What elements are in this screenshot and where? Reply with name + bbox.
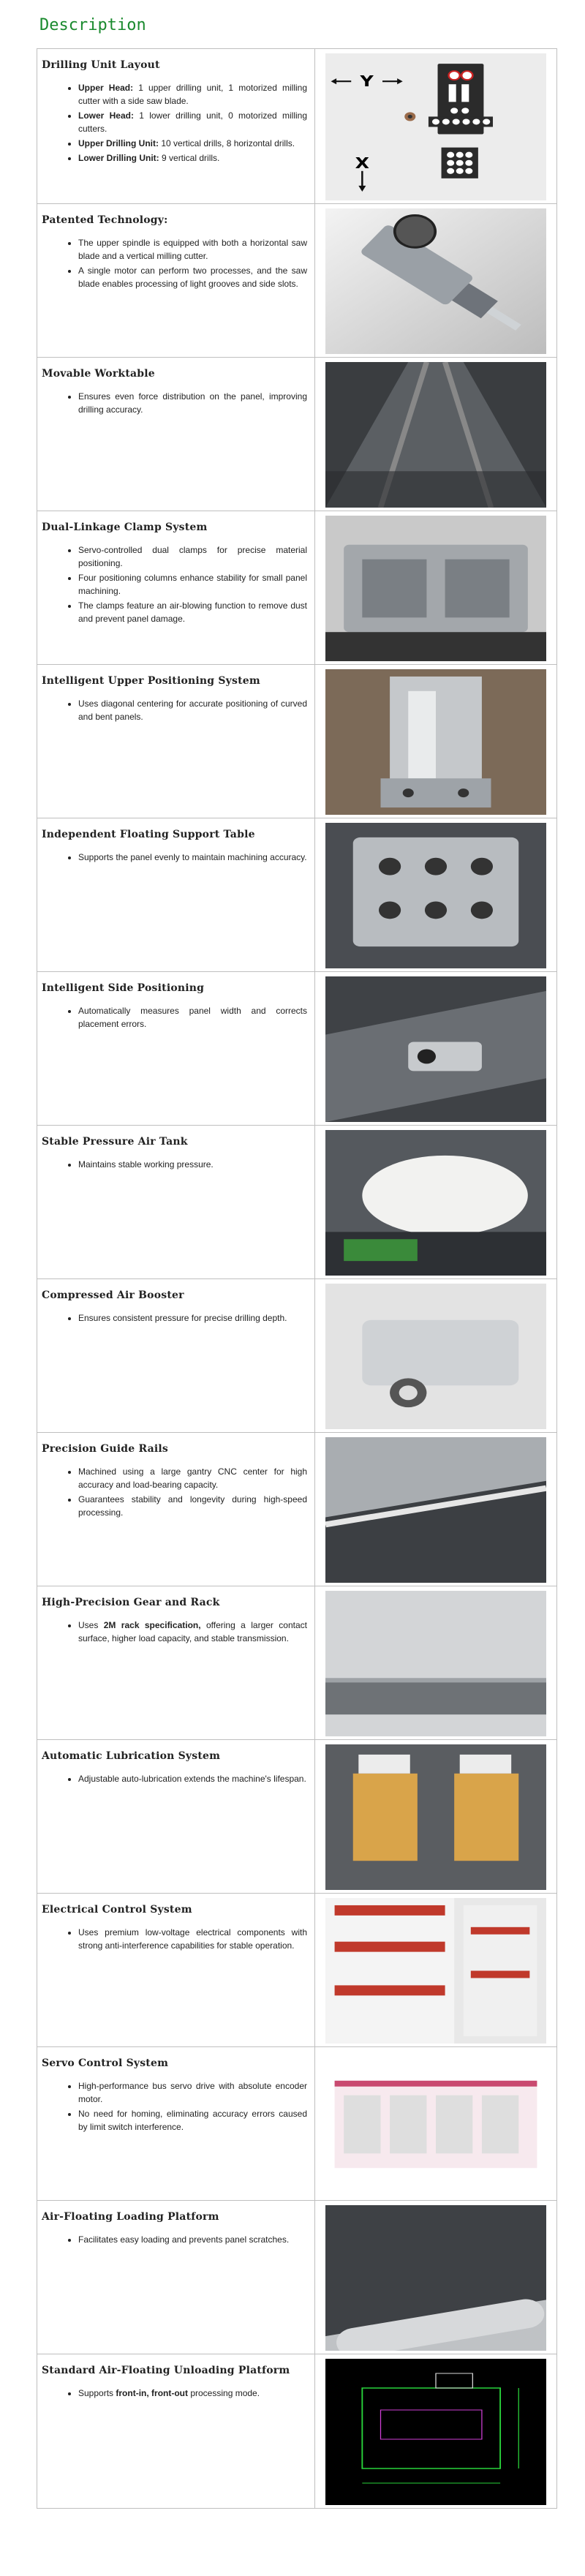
spec-bullet-text: A single motor can perform two processes, and the saw blade enables processing of light grooves and side slots. — [78, 265, 307, 289]
spec-bullet-list — [42, 1465, 307, 1519]
spec-bullet — [78, 851, 307, 864]
spec-bullet-list — [42, 236, 307, 290]
spec-bullet-text: Uses diagonal centering for accurate positioning of curved and bent panels. — [78, 698, 307, 722]
spec-row-title: Standard Air-Floating Unloading Platform — [42, 2365, 290, 2376]
spindle-photo — [325, 208, 546, 354]
spec-bullet-text: offering a larger contact surface, higher load capacity, and stable transmission. — [78, 1620, 307, 1643]
spec-bullet-text: Supports — [78, 2388, 116, 2398]
spec-image-cell — [315, 1586, 556, 1739]
clamp-photo — [325, 516, 546, 661]
spec-bullet — [78, 2079, 307, 2106]
spec-row-patented-technology — [37, 204, 556, 358]
spec-image-cell — [315, 665, 556, 818]
spec-bullet — [78, 1926, 307, 1952]
spec-bullet-text: Ensures consistent pressure for precise drilling depth. — [78, 1313, 287, 1323]
spec-row-title: Intelligent Side Positioning — [42, 982, 205, 994]
spec-row-compressed-air-booster — [37, 1279, 556, 1433]
spec-text-cell — [37, 511, 315, 664]
spec-bullet-text: The clamps feature an air-blowing function to remove dust and prevent panel damage. — [78, 600, 307, 624]
spec-bullet-list — [42, 2233, 307, 2246]
gear-rack-photo — [325, 1591, 546, 1736]
spec-bullet — [78, 543, 307, 570]
upper-positioning-photo — [325, 669, 546, 815]
spec-text-cell — [37, 49, 315, 203]
spec-bullet-text: Ensures even force distribution on the panel, improving drilling accuracy. — [78, 391, 307, 415]
spec-bullet — [78, 81, 307, 108]
spec-text-cell — [37, 2047, 315, 2200]
spec-image-cell — [315, 818, 556, 971]
spec-bullet — [78, 2387, 307, 2400]
spec-bullet — [78, 599, 307, 625]
spec-row-dual-linkage-clamp-system — [37, 511, 556, 665]
spec-image-cell — [315, 1894, 556, 2046]
spec-bullet-strong: Upper Drilling Unit: — [78, 138, 159, 148]
spec-bullet-text: 1 lower drilling unit, 0 motorized milling cutters. — [78, 110, 308, 134]
spec-row-automatic-lubrication-system — [37, 1740, 556, 1894]
spec-row-title: Electrical Control System — [42, 1904, 192, 1916]
spec-bullet-strong: Lower Drilling Unit: — [78, 153, 159, 163]
air-tank-photo — [325, 1130, 546, 1276]
spec-bullet-text: Uses premium low-voltage electrical components with strong anti-interference capabilities for stable operation. — [78, 1927, 307, 1951]
spec-table — [37, 48, 557, 2509]
spec-bullet-text: 10 vertical drills, 8 horizontal drills. — [159, 138, 295, 148]
spec-row-title: Patented Technology: — [42, 214, 168, 226]
electrical-cabinet-photo — [325, 1898, 546, 2044]
spec-bullet-list — [42, 81, 307, 165]
spec-row-title: Compressed Air Booster — [42, 1289, 184, 1301]
spec-bullet-strong: front-in, front-out — [116, 2388, 188, 2398]
drilling-layout-diagram — [325, 53, 546, 200]
spec-row-air-floating-loading-platform — [37, 2201, 556, 2354]
spec-row-independent-floating-support-table — [37, 818, 556, 972]
servo-drives-photo — [325, 2052, 546, 2197]
spec-row-title: High-Precision Gear and Rack — [42, 1597, 220, 1608]
spec-row-drilling-unit-layout — [37, 49, 556, 204]
spec-image-cell — [315, 1126, 556, 1278]
spec-bullet-text: Servo-controlled dual clamps for precise material positioning. — [78, 545, 307, 568]
y-axis-label: Y — [360, 73, 374, 91]
spec-bullet — [78, 109, 307, 135]
spec-bullet-list — [42, 851, 307, 864]
spec-bullet — [78, 1772, 307, 1785]
spec-text-cell — [37, 358, 315, 511]
spec-bullet — [78, 1619, 307, 1645]
spec-bullet — [78, 697, 307, 723]
spec-text-cell — [37, 1740, 315, 1893]
spec-bullet — [78, 571, 307, 598]
air-booster-photo — [325, 1284, 546, 1429]
spec-text-cell — [37, 1433, 315, 1586]
spec-image-cell — [315, 2201, 556, 2354]
spec-image-cell — [315, 2354, 556, 2508]
spec-row-title: Independent Floating Support Table — [42, 829, 255, 840]
spec-row-servo-control-system — [37, 2047, 556, 2201]
spec-bullet-text: 9 vertical drills. — [159, 153, 220, 163]
spec-text-cell — [37, 2354, 315, 2508]
spec-bullet-list — [42, 2079, 307, 2134]
spec-bullet-text: Adjustable auto-lubrication extends the machine's lifespan. — [78, 1774, 306, 1784]
spec-text-cell — [37, 1279, 315, 1432]
spec-row-standard-air-floating-unloading-platform — [37, 2354, 556, 2508]
spec-bullet-list — [42, 390, 307, 416]
spec-image-cell — [315, 2047, 556, 2200]
spec-bullet-list — [42, 1772, 307, 1785]
spec-row-title: Dual-Linkage Clamp System — [42, 521, 208, 533]
spec-bullet-text: Four positioning columns enhance stability for small panel machining. — [78, 573, 307, 596]
spec-bullet — [78, 1465, 307, 1491]
spec-row-title: Air-Floating Loading Platform — [42, 2211, 219, 2223]
spec-bullet-strong: Upper Head: — [78, 83, 134, 93]
spec-bullet-list — [42, 697, 307, 723]
spec-bullet-text: Machined using a large gantry CNC center for high accuracy and load-bearing capacity. — [78, 1466, 307, 1490]
spec-text-cell — [37, 1126, 315, 1278]
spec-text-cell — [37, 1894, 315, 2046]
spec-row-intelligent-upper-positioning-system — [37, 665, 556, 818]
spec-bullet-text: processing mode. — [188, 2388, 260, 2398]
spec-text-cell — [37, 818, 315, 971]
spec-bullet — [78, 1158, 307, 1171]
spec-bullet-text: No need for homing, eliminating accuracy errors caused by limit switch interference. — [78, 2109, 307, 2132]
spec-bullet-text: 1 upper drilling unit, 1 motorized milling cutter with a side saw blade. — [78, 83, 308, 106]
spec-bullet-list — [42, 1619, 307, 1645]
spec-bullet-list — [42, 1926, 307, 1952]
lubrication-photo — [325, 1744, 546, 1890]
side-positioning-photo — [325, 976, 546, 1122]
spec-bullet — [78, 1004, 307, 1031]
spec-bullet-text: Supports the panel evenly to maintain machining accuracy. — [78, 852, 307, 862]
spec-bullet-list — [42, 1158, 307, 1171]
spec-bullet-text: Facilitates easy loading and prevents panel scratches. — [78, 2234, 290, 2245]
spec-bullet — [78, 1311, 307, 1325]
spec-bullet — [78, 2233, 307, 2246]
spec-text-cell — [37, 972, 315, 1125]
spec-bullet-list — [42, 1311, 307, 1325]
spec-bullet-text: Uses — [78, 1620, 104, 1630]
spec-bullet — [78, 2107, 307, 2134]
spec-bullet-text: Guarantees stability and longevity during high-speed processing. — [78, 1494, 307, 1518]
spec-row-high-precision-gear-and-rack — [37, 1586, 556, 1740]
spec-row-electrical-control-system — [37, 1894, 556, 2047]
spec-image-cell — [315, 1279, 556, 1432]
spec-bullet-text: Automatically measures panel width and corrects placement errors. — [78, 1006, 307, 1029]
spec-bullet-text: The upper spindle is equipped with both a horizontal saw blade and a vertical milling cutter. — [78, 238, 307, 261]
spec-bullet — [78, 264, 307, 290]
spec-bullet-list — [42, 1004, 307, 1031]
spec-row-title: Movable Worktable — [42, 368, 155, 380]
spec-row-title: Servo Control System — [42, 2057, 169, 2069]
worktable-photo — [325, 362, 546, 508]
loading-platform-photo — [325, 2205, 546, 2351]
spec-image-cell — [315, 1740, 556, 1893]
spec-image-cell — [315, 511, 556, 664]
spec-image-cell — [315, 204, 556, 357]
spec-row-precision-guide-rails — [37, 1433, 556, 1586]
spec-text-cell — [37, 1586, 315, 1739]
spec-text-cell — [37, 204, 315, 357]
x-axis-label: X — [355, 155, 370, 173]
spec-bullet-text: High-performance bus servo drive with absolute encoder motor. — [78, 2081, 307, 2104]
spec-row-intelligent-side-positioning — [37, 972, 556, 1126]
spec-bullet — [78, 236, 307, 263]
spec-bullet — [78, 137, 307, 150]
spec-bullet-strong: Lower Head: — [78, 110, 134, 121]
floating-table-photo — [325, 823, 546, 968]
spec-row-title: Precision Guide Rails — [42, 1443, 169, 1455]
spec-image-cell — [315, 1433, 556, 1586]
spec-bullet-list — [42, 543, 307, 625]
unloading-drawing — [325, 2359, 546, 2505]
guide-rails-photo — [325, 1437, 546, 1583]
spec-row-title: Drilling Unit Layout — [42, 59, 160, 71]
spec-row-title: Intelligent Upper Positioning System — [42, 675, 260, 687]
spec-row-stable-pressure-air-tank — [37, 1126, 556, 1279]
spec-row-movable-worktable — [37, 358, 556, 511]
spec-bullet-strong: 2M rack specification, — [103, 1620, 201, 1630]
spec-image-cell — [315, 972, 556, 1125]
spec-text-cell — [37, 2201, 315, 2354]
spec-text-cell — [37, 665, 315, 818]
spec-row-title: Automatic Lubrication System — [42, 1750, 221, 1762]
page-title: Description — [39, 16, 146, 34]
spec-bullet — [78, 151, 307, 165]
spec-bullet — [78, 1493, 307, 1519]
spec-row-title: Stable Pressure Air Tank — [42, 1136, 188, 1148]
spec-bullet — [78, 390, 307, 416]
spec-bullet-text: Maintains stable working pressure. — [78, 1159, 214, 1170]
spec-image-cell — [315, 358, 556, 511]
spec-image-cell — [315, 49, 556, 203]
spec-bullet-list — [42, 2387, 307, 2400]
